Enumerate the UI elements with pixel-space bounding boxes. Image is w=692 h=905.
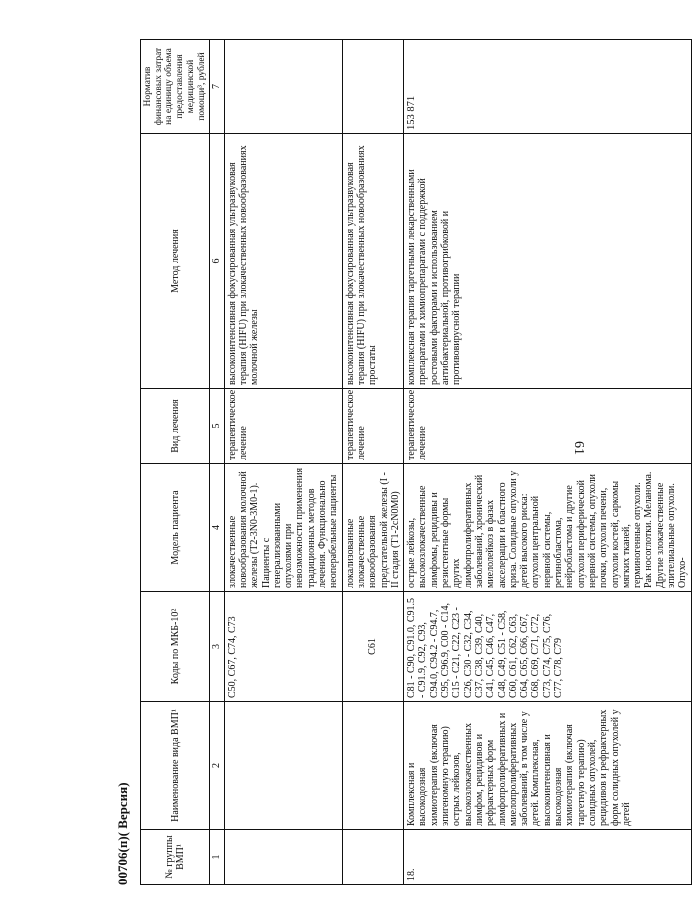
rotated-page-content: [115, 40, 689, 885]
column-number: 6: [210, 134, 224, 389]
cell-method: комплексная терапия таргетными лекарственными препаратами и химиопрепаратами с поддержкой ростовыми факторами и использованием антибактериальной, противогрибковой и противовирусной терапии: [404, 134, 691, 389]
cell-name: [342, 702, 403, 830]
cell-treatment: терапевтическое лечение: [342, 389, 403, 464]
table-row: [224, 40, 342, 885]
cell-group: 18.: [404, 830, 691, 885]
cell-method: высокоинтенсивная фокусированная ультразвуковая терапия (HIFU) при злокачественных новообразованиях молочной железы: [224, 134, 342, 389]
column-number: 3: [210, 592, 224, 702]
cell-cost: [224, 40, 342, 134]
document-stamp: 00706(п)( Версия): [115, 782, 130, 885]
cell-patient: острые лейкозы, высокозлокачественные лимфомы, рецидивы и резистентные формы других лимфопролиферативных заболеваний, хронический миелолейкоз в фазах акселерации и бластного криза. Солидные опухоли у детей высокого риска: опухоли центральной нервной системы, ретинобластома, нейробластома и другие опухоли периферической нервной системы, опухоли почки, опухоли печени, опухоли костей, саркомы мягких тканей, герминогенные опухоли. Рак носоглотки. Меланома. Другие злокачественные эпителиальные опухоли. Опухо-: [404, 464, 691, 592]
cell-name: [224, 702, 342, 830]
column-number: 2: [210, 702, 224, 830]
column-number: 7: [210, 40, 224, 134]
cell-codes: С61: [342, 592, 403, 702]
vmp-table: [140, 39, 692, 885]
cell-method: высокоинтенсивная фокусированная ультразвуковая терапия (HIFU) при злокачественных новообразованиях простаты: [342, 134, 403, 389]
header-vmp-name: Наименование вида ВМП¹: [141, 702, 210, 830]
table-row: [342, 40, 403, 885]
table-header-row: [141, 40, 210, 885]
cell-name: Комплексная и высокодозная химиотерапия (включая эпигеномную терапию) острых лейкозов, высокозлокачественных лимфом, рецидивов и рефрактерных форм лимфопролиферативных и миелопролиферативных заболеваний, в том числе у детей. Комплексная, высокоинтенсивная и высокодозная химиотерапия (включая таргетную терапию) солидных опухолей, рецидивов и рефрактерных форм солидных опухолей у детей: [404, 702, 691, 830]
cell-patient: локализованные злокачественные новообразования предстательной железы (I - II стадия (T1-2cN0M0): [342, 464, 403, 592]
header-group-number: № группы ВМП¹: [141, 830, 210, 885]
header-patient-model: Модель пациента: [141, 464, 210, 592]
column-number: 4: [210, 464, 224, 592]
cell-treatment: терапевтическое лечение: [224, 389, 342, 464]
cell-cost: [342, 40, 403, 134]
column-number: 5: [210, 389, 224, 464]
column-number-row: [210, 40, 224, 885]
cell-codes: С81 - С90, С91.0, С91.5 - С91.9, С92, С93, С94.0, С94.2 - С94.7, С95, С96.9, С00 - С14, С15 - С21, С22, С23 - С26, С30 - С32, С34, С37, С38, С39, С40, С41, С45, С46, С47, С48, С49, С51 - С58, С60, С61, С62, С63, С64, С65, С66, С67, С68, С69, С71, С72, С73, С74, С75, С76, С77, С78, С79: [404, 592, 691, 702]
cell-treatment: терапевтическое лечение: [404, 389, 691, 464]
table-row: [404, 40, 691, 885]
header-treatment-type: Вид лечения: [141, 389, 210, 464]
cell-group: [342, 830, 403, 885]
header-treatment-method: Метод лечения: [141, 134, 210, 389]
cell-cost: 153 871: [404, 40, 691, 134]
header-icd-codes: Коды по МКБ-10²: [141, 592, 210, 702]
cell-codes: С50, С67, С74, С73: [224, 592, 342, 702]
cell-group: [224, 830, 342, 885]
header-cost-norm: Норматив финансовых затрат на единицу объема предоставления медицинской помощи³, рублей: [141, 40, 210, 134]
column-number: 1: [210, 830, 224, 885]
cell-patient: злокачественные новообразования молочной железы (T2-3N0-3M0-1). Пациенты с генерализованными опухолями при невозможности применения традиционных методов лечения. Функционально неоперабельные пациенты: [224, 464, 342, 592]
page-number: 61: [571, 441, 586, 455]
